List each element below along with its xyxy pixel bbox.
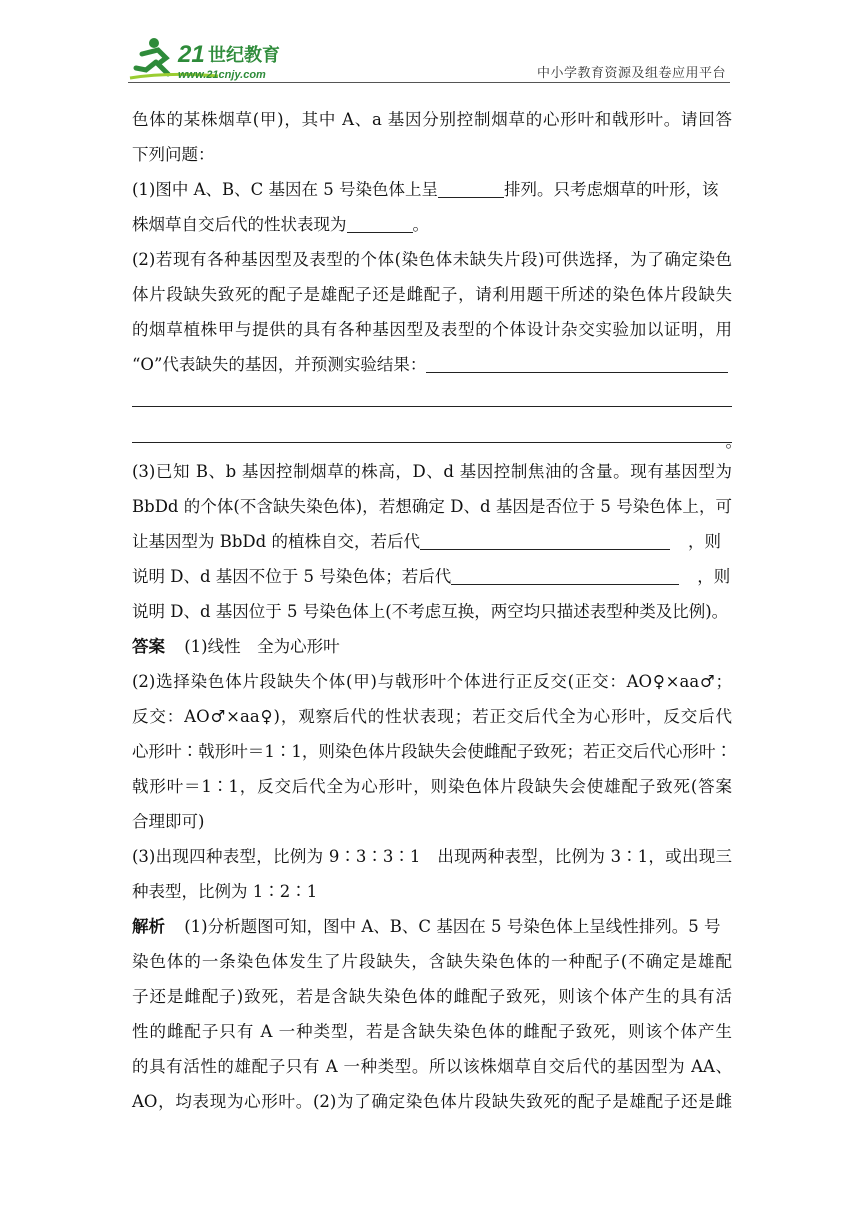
analysis-line-3: 子还是雌配子)致死，若是含缺失染色体的雌配子致死，则该个体产生的具有活 (132, 987, 732, 1006)
answer-3-line-1: (3)出现四种表型，比例为 9∶3∶3∶1 出现两种表型，比例为 3∶1，或出现三 (132, 847, 732, 866)
page-header (0, 0, 860, 90)
q3-text-3b: ，则 (687, 532, 721, 551)
q1-text-d: 。 (412, 215, 429, 234)
question-3-line-4 (132, 559, 732, 594)
question-3-line-3 (132, 524, 732, 559)
question-2-line-2: 体片段缺失致死的配子是雄配子还是雌配子，请利用题干所述的染色体片段缺失 (132, 285, 732, 304)
q3-blank-1[interactable] (420, 531, 670, 550)
question-1-line-1 (132, 172, 732, 207)
answer-line-1 (132, 629, 732, 664)
svg-text:www.21cnjy.com: www.21cnjy.com (178, 69, 266, 81)
question-2-line-4 (132, 347, 732, 382)
answer-2-line-2: 反交：AO♂×aa♀)，观察后代的性状表现；若正交后代全为心形叶，反交后代 (132, 707, 732, 726)
answer-2-line-1: (2)选择染色体片段缺失个体(甲)与戟形叶个体进行正反交(正交：AO♀×aa♂； (132, 672, 732, 691)
q3-text-3a: 让基因型为 BbDd 的植株自交，若后代 (132, 532, 420, 551)
header-divider (128, 82, 730, 83)
analysis-1: (1)分析题图可知，图中 A、B、C 基因在 5 号染色体上呈线性排列。5 号 (184, 917, 721, 936)
q3-text-4b: ，则 (697, 567, 731, 586)
q2-end-period: 。 (725, 432, 742, 451)
answer-label: 答案 (132, 637, 165, 656)
intro-line-1: 色体的某株烟草(甲)，其中 A、a 基因分别控制烟草的心形叶和戟形叶。请回答 (132, 110, 732, 129)
answer-3-line-2: 种表型，比例为 1∶2∶1 (132, 882, 318, 901)
q1-text-a: (1)图中 A、B、C 基因在 5 号染色体上呈 (132, 180, 439, 199)
question-1-line-2 (132, 207, 732, 242)
analysis-line-4: 性的雌配子只有 A 一种类型，若是含缺失染色体的雌配子致死，则该个体产生 (132, 1022, 732, 1041)
document-body (132, 102, 742, 1119)
analysis-label: 解析 (132, 917, 165, 936)
q2-blank-3-row (132, 418, 742, 451)
q2-blank-2[interactable] (132, 382, 732, 407)
question-3-line-1: (3)已知 B、b 基因控制烟草的株高，D、d 基因控制焦油的含量。现有基因型为 (132, 462, 732, 481)
q1-text-b: 排列。只考虑烟草的叶形，该 (504, 180, 719, 199)
analysis-line-1 (132, 909, 732, 944)
answer-2-line-4: 戟形叶＝1∶1，反交后代全为心形叶，则染色体片段缺失会使雄配子致死(答案 (132, 777, 732, 796)
q1-blank-1[interactable] (438, 179, 504, 198)
q1-blank-2[interactable] (347, 214, 413, 233)
question-3-line-2: BbDd 的个体(不含缺失染色体)，若想确定 D、d 基因是否位于 5 号染色体上，可 (132, 497, 732, 516)
answer-1: (1)线性 全为心形叶 (184, 637, 340, 656)
q3-blank-2[interactable] (451, 566, 679, 585)
analysis-line-5: 的具有活性的雄配子只有 A 一种类型。所以该株烟草自交后代的基因型为 AA、 (132, 1057, 732, 1076)
analysis-line-6: AO，均表现为心形叶。(2)为了确定染色体片段缺失致死的配子是雄配子还是雌 (132, 1092, 732, 1111)
question-2-line-3: 的烟草植株甲与提供的具有各种基因型及表型的个体设计杂交实验加以证明，用 (132, 320, 732, 339)
intro-line-2: 下列问题： (132, 145, 215, 164)
q1-text-c: 株烟草自交后代的性状表现为 (132, 215, 347, 234)
q2-blank-3[interactable] (132, 418, 732, 443)
site-name: 中小学教育资源及组卷应用平台 (536, 66, 726, 81)
svg-text:世纪教育: 世纪教育 (208, 45, 280, 66)
q2-blank-1[interactable] (426, 354, 728, 373)
answer-2-line-5: 合理即可) (132, 812, 205, 831)
question-2-line-1: (2)若现有各种基因型及表型的个体(染色体未缺失片段)可供选择，为了确定染色 (132, 250, 732, 269)
question-3-line-5: 说明 D、d 基因位于 5 号染色体上(不考虑互换，两空均只描述表型种类及比例)。 (132, 602, 729, 621)
q2-text-4: “O”代表缺失的基因，并预测实验结果： (132, 355, 427, 374)
svg-text:21: 21 (178, 41, 205, 68)
answer-2-line-3: 心形叶∶戟形叶＝1∶1，则染色体片段缺失会使雌配子致死；若正交后代心形叶∶ (132, 742, 732, 761)
21cnjy-logo (128, 34, 298, 82)
analysis-line-2: 染色体的一条染色体发生了片段缺失，含缺失染色体的一种配子(不确定是雄配 (132, 952, 732, 971)
q3-text-4a: 说明 D、d 基因不位于 5 号染色体；若后代 (132, 567, 452, 586)
